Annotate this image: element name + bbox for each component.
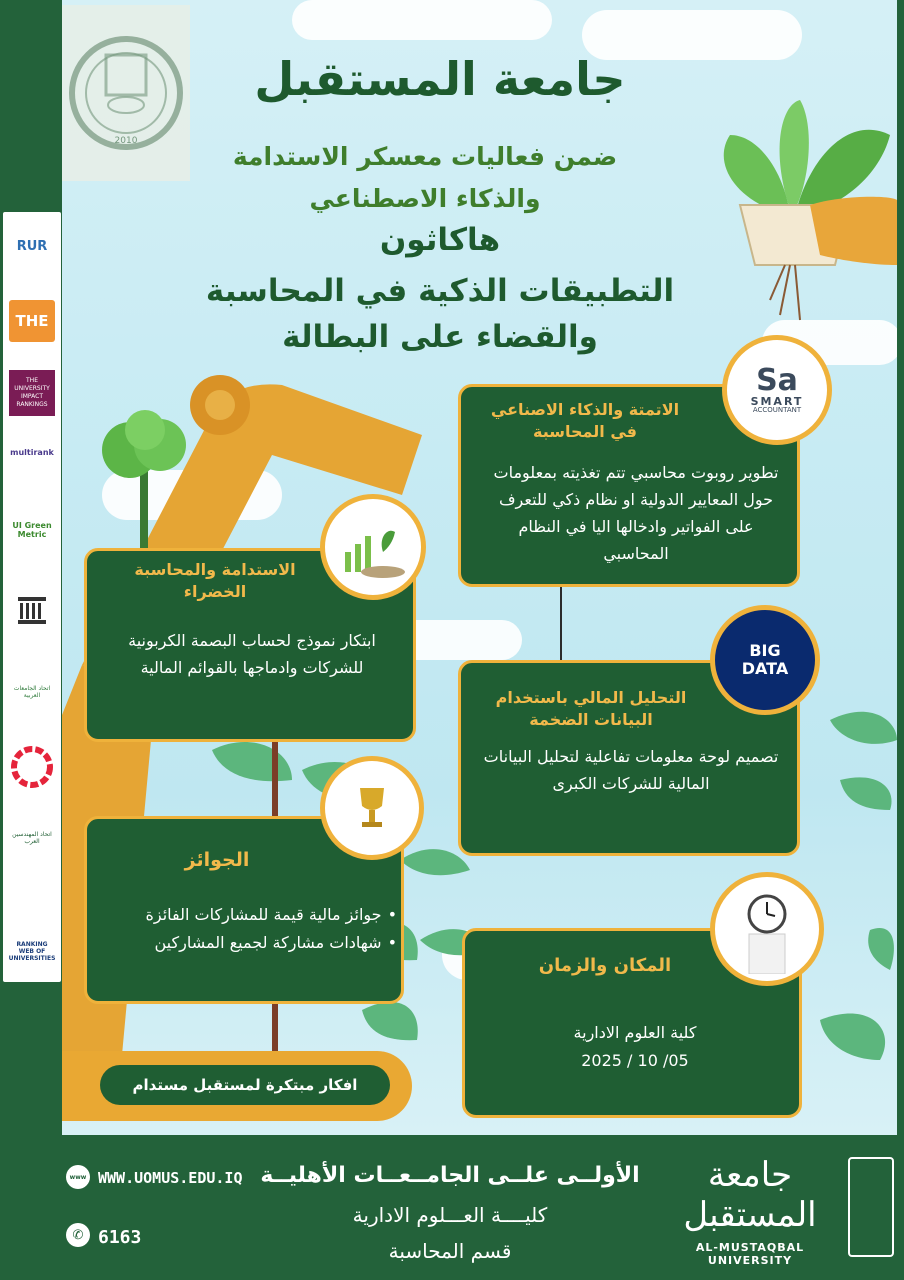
slogan: افكار مبتكرة لمستقبل مستدام	[100, 1065, 390, 1105]
green-growth-image	[320, 494, 426, 600]
topic-line-1: التطبيقات الذكية في المحاسبة	[205, 273, 675, 309]
prize-item: •جوائز مالية قيمة للمشاركات الفائزة	[145, 905, 397, 924]
venue-date: 2025 / 10 /05	[581, 1051, 689, 1070]
svg-text:2010: 2010	[114, 136, 138, 146]
prizes-list	[97, 901, 397, 957]
university-seal	[62, 5, 190, 181]
big-data-logo: BIG DATA	[710, 605, 820, 715]
greenmetric-logo: UI Green Metric	[12, 521, 52, 539]
the-logo: THE	[9, 300, 55, 342]
card-green-title: الاستدامة والمحاسبة الخضراء	[134, 560, 296, 601]
tree-illustration	[90, 410, 200, 550]
hackathon-topic	[180, 268, 700, 360]
venue-place: كلية العلوم الادارية	[573, 1023, 697, 1042]
footer-line-1: الأولــى علــى الجامــعــات الأهليــة	[260, 1163, 640, 1188]
subtitle-line-2: والذكاء الاصطناعي	[309, 184, 541, 213]
card-bigdata-title: التحليل المالي باستخدام البيانات الضخمة	[495, 688, 687, 729]
university-title: جامعة المستقبل	[254, 52, 626, 106]
card-bigdata-body: تصميم لوحة معلومات تفاعلية لتحليل البيانات المالية للشركات الكبرى	[483, 747, 779, 793]
footer-line-3: قسم المحاسبة	[388, 1239, 512, 1263]
arab-universities-logo: اتحاد الجامعات العربية	[13, 685, 51, 699]
card-prizes-title: الجوائز	[184, 849, 250, 871]
university-logo-seal	[848, 1157, 894, 1257]
footer	[0, 1135, 904, 1280]
arab-engineers-logo: اتحاد المهندسين العرب	[12, 831, 52, 845]
phone-icon: ✆	[66, 1223, 90, 1247]
web-icon: www	[66, 1165, 90, 1189]
right-border	[897, 0, 904, 1280]
topic-line-2: والقضاء على البطالة	[282, 319, 598, 355]
subtitle-line-1: ضمن فعاليات معسكر الاستدامة	[232, 142, 618, 171]
university-logo-text: جامعة المستقبل AL-MUSTAQBAL UNIVERSITY	[683, 1155, 817, 1267]
rur-logo: RUR	[16, 238, 48, 254]
phone-number: 6163	[98, 1227, 142, 1248]
subtitle	[195, 136, 655, 220]
card-automation-body: تطوير روبوت محاسبي تتم تغذيته بمعلومات حول المعايير الدولية او نظام ذكي للتعرف على الفواتير وادخالها اليا في النظام المحاسبي	[493, 463, 779, 563]
multirank-logo: multirank	[10, 447, 54, 457]
card-automation-title: الاتمتة والذكاء الاصناعي في المحاسبة	[490, 400, 680, 441]
card-venue-title: المكان والزمان	[538, 955, 672, 976]
smart-accountant-logo: Sa SMART ACCOUNTANT	[722, 335, 832, 445]
clock-person-image	[710, 872, 824, 986]
rankings-sidebar	[3, 212, 61, 982]
the-impact-logo: THE UNIVERSITY IMPACT RANKINGS	[9, 370, 55, 416]
webometrics-logo: RANKING WEB OF UNIVERSITIES	[8, 940, 56, 962]
prize-item: •شهادات مشاركة لجميع المشاركين	[154, 933, 397, 952]
qs-logo	[9, 590, 55, 630]
hackathon-label: هاكاثون	[379, 222, 501, 258]
sdg-logo	[9, 742, 55, 792]
plant-hand-illustration	[700, 95, 897, 325]
trophy-image	[320, 756, 424, 860]
card-green-body: ابتكار نموذج لحساب البصمة الكربونية للشركات وادماجها بالقوائم المالية	[128, 631, 376, 677]
footer-line-2: كليــــة العـــلوم الادارية	[352, 1203, 548, 1227]
website[interactable]: WWW.UOMUS.EDU.IQ	[98, 1169, 243, 1187]
